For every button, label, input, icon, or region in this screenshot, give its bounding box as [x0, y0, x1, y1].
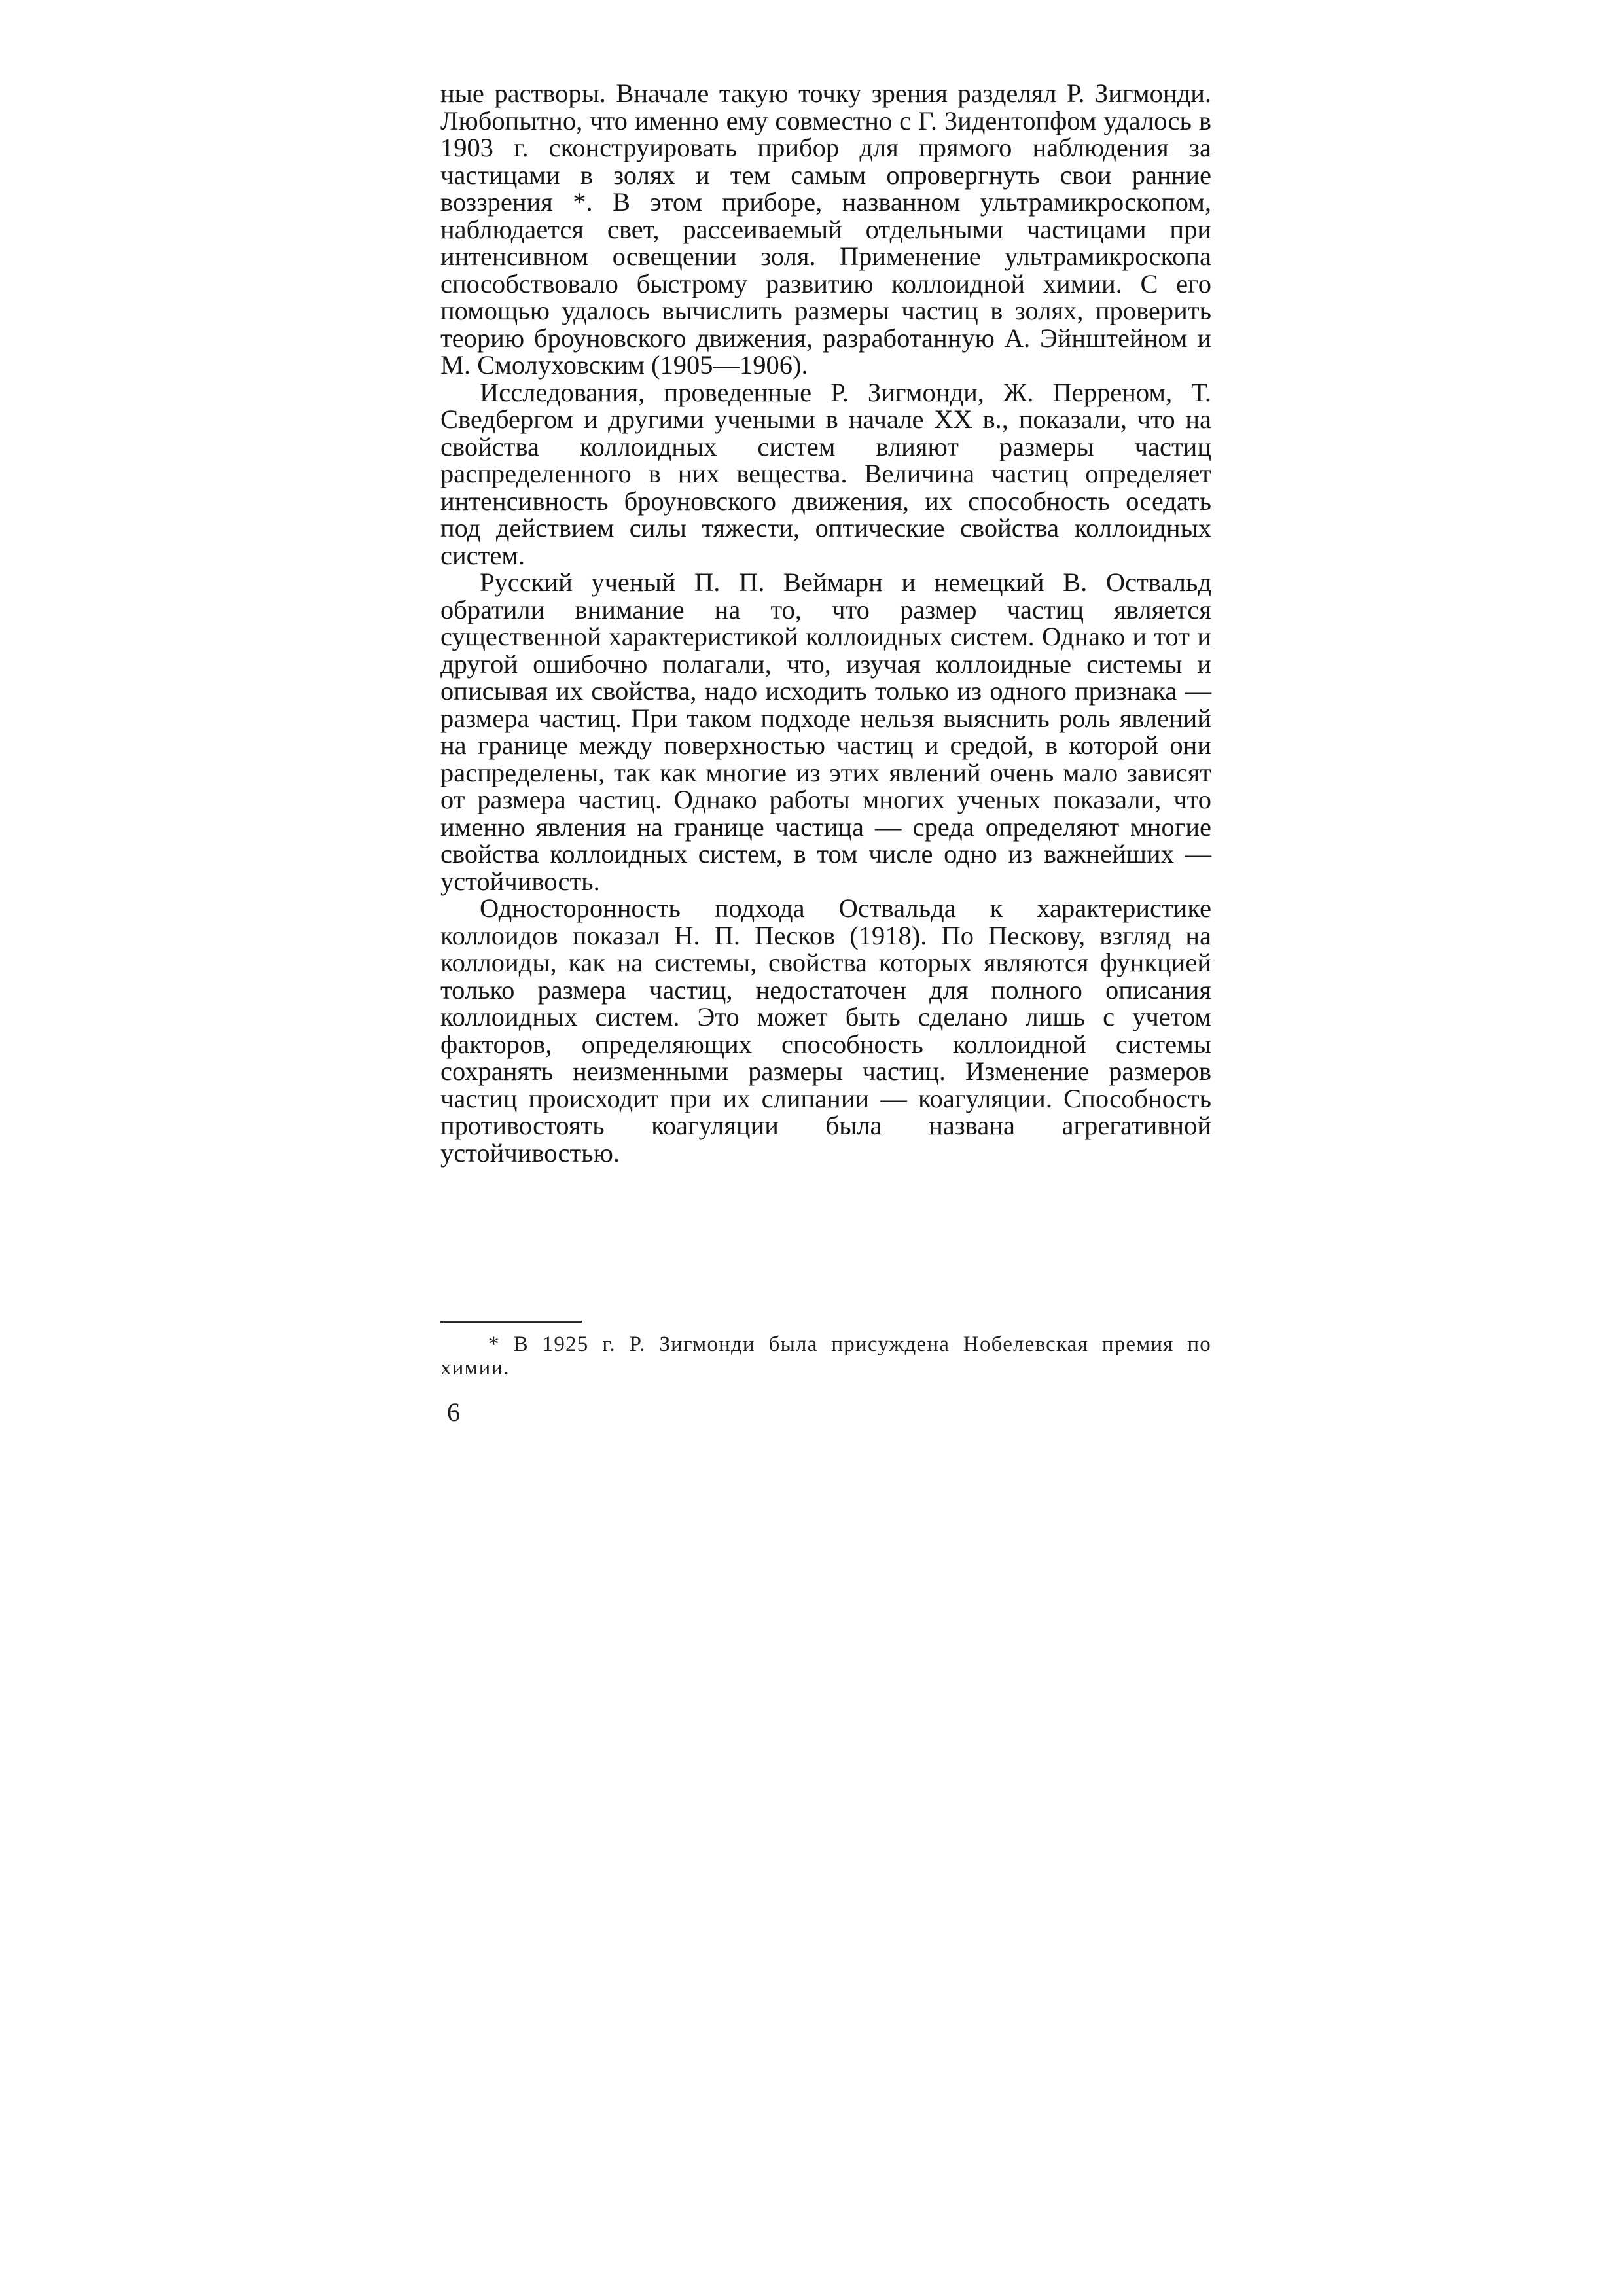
- paragraph-continuation: ные растворы. Вначале такую точку зрения разделял Р. Зигмонди. Любопытно, что именно ему совместно с Г. Зидентопфом удалось в 1903 г. сконструировать прибор для прямого наблюдения за частицами в золях и тем самым опровергнуть свои ранние воззрения *. В этом приборе, названном ультрамикроскопом, наблюдается свет, рассеиваемый отдельными частицами при интенсивном освещении золя. Применение ультрамикроскопа способствовало быстрому развитию коллоидной химии. С его помощью удалось вычислить размеры частиц в золях, проверить теорию броуновского движения, разработанную А. Эйнштейном и М. Смолуховским (1905—1906).: [440, 79, 1211, 380]
- footnote-text: * В 1925 г. Р. Зигмонди была присуждена Нобелевская премия по химии.: [440, 1333, 1211, 1380]
- footnote-divider: [440, 1321, 582, 1323]
- page-number: 6: [447, 1397, 460, 1427]
- body-text: [440, 80, 1211, 1166]
- paragraph-peskov: Односторонность подхода Оствальда к характеристике коллоидов показал Н. П. Песков (1918). По Пескову, взгляд на коллоиды, как на системы, свойства которых являются функцией только размера частиц, недостаточен для полного описания коллоидных систем. Это может быть сделано лишь с учетом факторов, определяющих способность коллоидной системы сохранять неизменными размеры частиц. Изменение размеров частиц происходит при их слипании — коагуляции. Способность противостоять коагуляции была названа агрегативной устойчивостью.: [440, 893, 1211, 1168]
- paragraph-weimarn-ostwald: Русский ученый П. П. Веймарн и немецкий В. Оствальд обратили внимание на то, что размер частиц является существенной характеристикой коллоидных систем. Однако и тот и другой ошибочно полагали, что, изучая коллоидные системы и описывая их свойства, надо исходить только из одного признака — размера частиц. При таком подходе нельзя выяснить роль явлений на границе между поверхностью частиц и средой, в которой они распределены, так как многие из этих явлений очень мало зависят от размера частиц. Однако работы многих ученых показали, что именно явления на границе частица — среда определяют многие свойства коллоидных систем, в том числе одно из важнейших — устойчивость.: [440, 567, 1211, 896]
- paragraph-research-zsigmondy: Исследования, проведенные Р. Зигмонди, Ж. Перреном, Т. Сведбергом и другими учеными в начале XX в., показали, что на свойства коллоидных систем влияют размеры частиц распределенного в них вещества. Величина частиц определяет интенсивность броуновского движения, их способность оседать под действием силы тяжести, оптические свойства коллоидных систем.: [440, 377, 1211, 570]
